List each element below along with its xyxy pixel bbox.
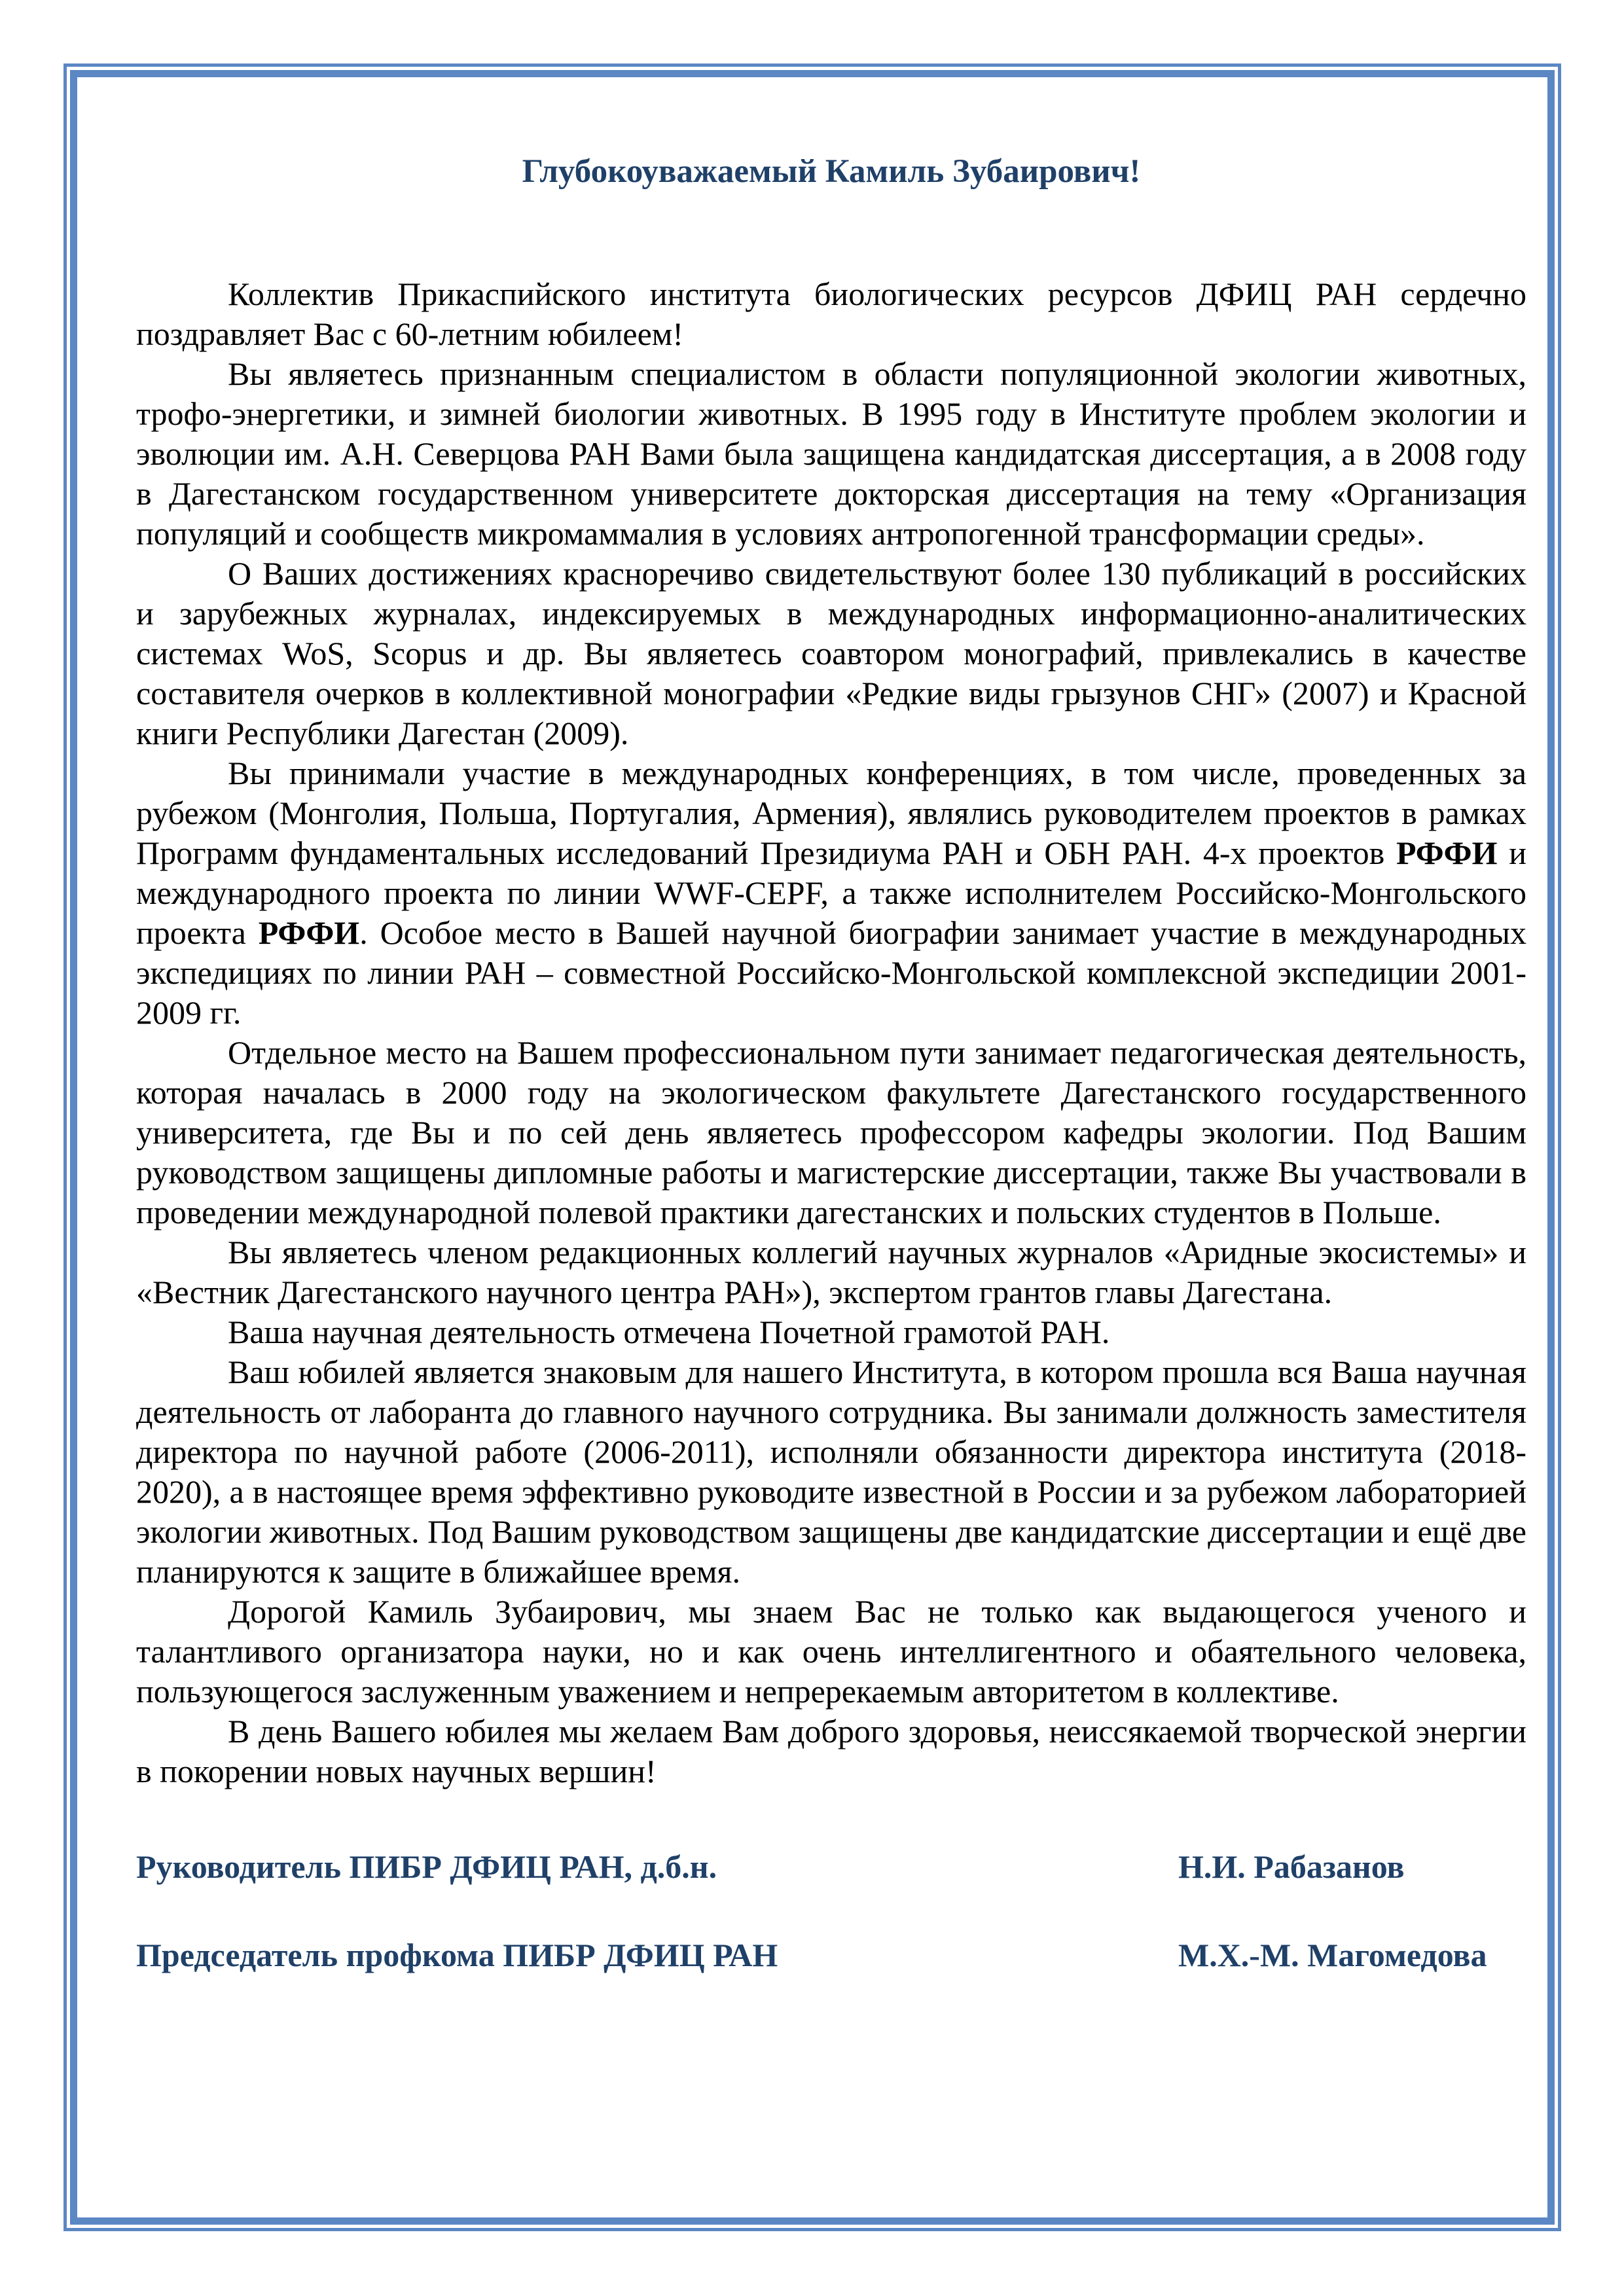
- signature-name-union-chair: М.Х.-М. Магомедова: [1178, 1937, 1487, 1973]
- paragraph: Вы принимали участие в международных конференциях, в том числе, проведенных за рубежом (Монголия, Польша, Португалия, Армения), являлись руководителем проектов в рамках Программ фундаментальных исследований Президиума РАН и ОБН РАН. 4-х проектов РФФИ и международного проекта по линии WWF-CEPF, а также исполнителем Российско-Монгольского проекта РФФИ. Особое место в Вашей научной биографии занимает участие в международных экспедициях по линии РАН – совместной Российско-Монгольской комплексной экспедиции 2001-2009 гг.: [136, 755, 1526, 1031]
- paragraph: О Ваших достижениях красноречиво свидетельствуют более 130 публикаций в российских и зарубежных журналах, индексируемых в международных информационно-аналитических системах WoS, Scopus и др. Вы являетесь соавтором монографий, привлекались в качестве составителя очерков в коллективной монографии «Редкие виды грызунов СНГ» (2007) и Красной книги Республики Дагестан (2009).: [136, 555, 1526, 751]
- signature-name-director: Н.И. Рабазанов: [1178, 1848, 1405, 1885]
- signature-row-union-chair: [136, 1935, 1526, 1975]
- paragraph: Отдельное место на Вашем профессиональном пути занимает педагогическая деятельность, которая началась в 2000 году на экологическом факультете Дагестанского государственного университета, где Вы и по сей день являетесь профессором кафедры экологии. Под Вашим руководством защищены дипломные работы и магистерские диссертации, также Вы участвовали в проведении международной полевой практики дагестанских и польских студентов в Польше.: [136, 1034, 1526, 1230]
- page-border-inner: [70, 70, 1555, 2225]
- letter-salutation: Глубокоуважаемый Камиль Зубаирович!: [522, 153, 1141, 190]
- paragraph: Ваш юбилей является знаковым для нашего Института, в котором прошла вся Ваша научная деятельность от лаборанта до главного научного сотрудника. Вы занимали должность заместителя директора по научной работе (2006-2011), исполняли обязанности директора института (2018-2020), а в настоящее время эффективно руководите известной в России и за рубежом лабораторией экологии животных. Под Вашим руководством защищены две кандидатские диссертации и ещё две планируются к защите в ближайшее время.: [136, 1354, 1526, 1590]
- signature-role-director: Руководитель ПИБР ДФИЦ РАН, д.б.н.: [136, 1848, 717, 1885]
- page-border-outer: [63, 63, 1561, 2231]
- paragraph: Дорогой Камиль Зубаирович, мы знаем Вас не только как выдающегося ученого и талантливого организатора науки, но и как очень интеллигентного и обаятельного человека, пользующегося заслуженным уважением и непререкаемым авторитетом в коллективе.: [136, 1593, 1526, 1710]
- paragraph: В день Вашего юбилея мы желаем Вам доброго здоровья, неиссякаемой творческой энергии в покорении новых научных вершин!: [136, 1713, 1526, 1789]
- paragraph: Коллектив Прикаспийского института биологических ресурсов ДФИЦ РАН сердечно поздравляет Вас с 60-летним юбилеем!: [136, 276, 1526, 352]
- signature-block: [136, 1847, 1526, 1975]
- paragraph: Вы являетесь членом редакционных коллегий научных журналов «Аридные экосистемы» и «Вестник Дагестанского научного центра РАН»), экспертом грантов главы Дагестана.: [136, 1234, 1526, 1310]
- paragraph: Вы являетесь признанным специалистом в области популяционной экологии животных, трофо-энергетики, и зимней биологии животных. В 1995 году в Институте проблем экологии и эволюции им. А.Н. Северцова РАН Вами была защищена кандидатская диссертация, а в 2008 году в Дагестанском государственном университете докторская диссертация на тему «Организация популяций и сообществ микромаммалия в условиях антропогенной трансформации среды».: [136, 355, 1526, 552]
- letter-body: [136, 274, 1526, 1791]
- signature-row-director: [136, 1847, 1526, 1887]
- signature-role-union-chair: Председатель профкома ПИБР ДФИЦ РАН: [136, 1937, 778, 1973]
- paragraph: Ваша научная деятельность отмечена Почетной грамотой РАН.: [228, 1314, 1110, 1350]
